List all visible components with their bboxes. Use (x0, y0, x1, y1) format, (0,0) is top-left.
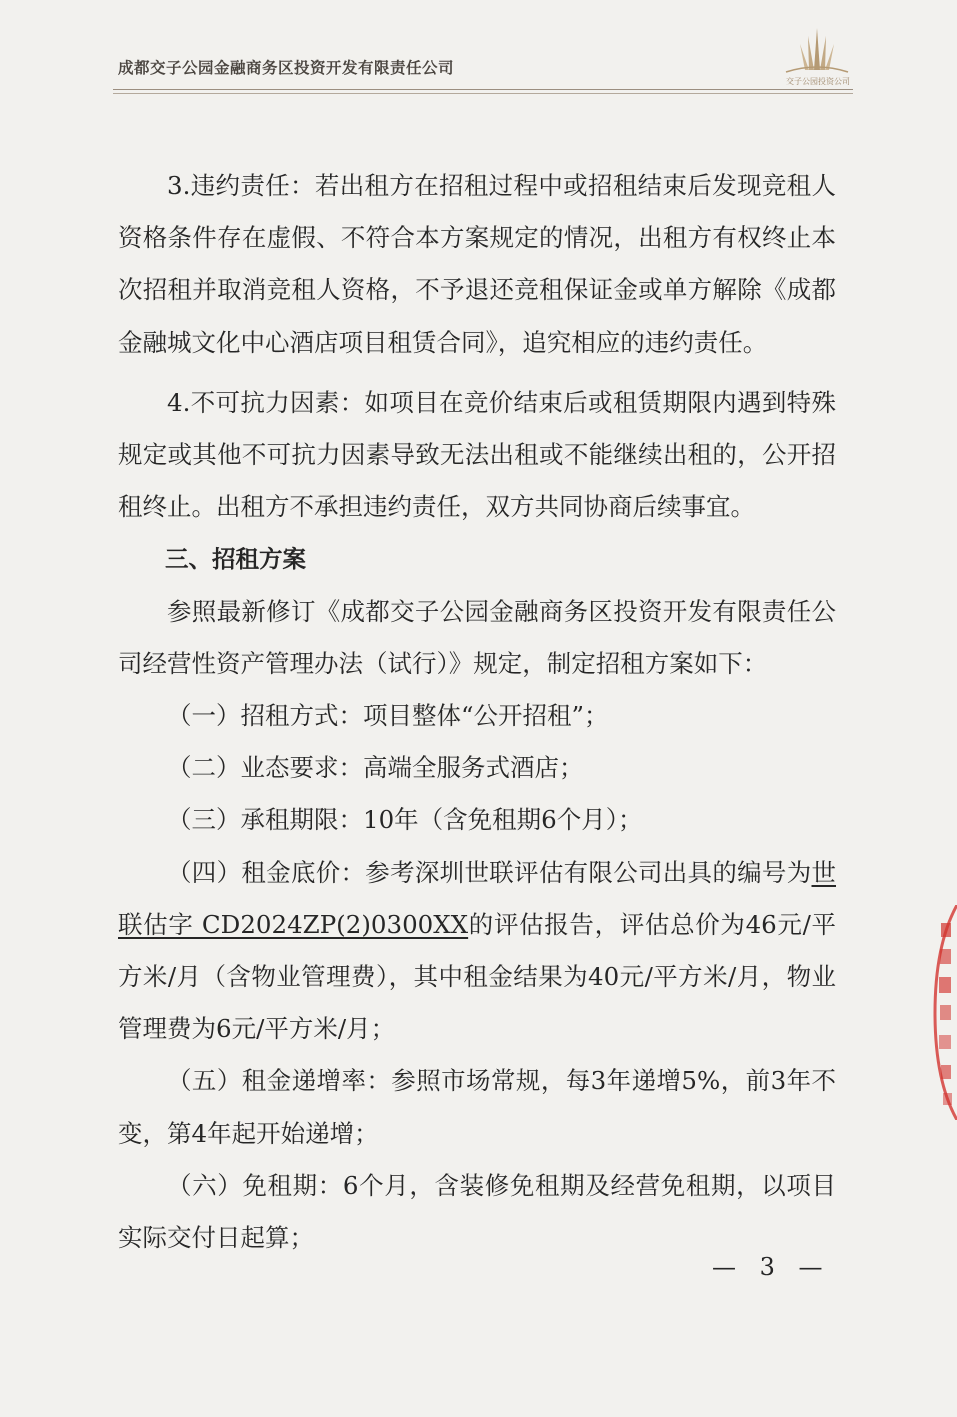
plan-item-rent-free-period: （六）免租期：6个月，含装修免租期及经营免租期，以项目实际交付日起算； (118, 1170, 836, 1253)
letterhead-company-name: 成都交子公园金融商务区投资开发有限责任公司 (118, 59, 455, 77)
paragraph-force-majeure: 4.不可抗力因素：如项目在竞价结束后或租赁期限内遇到特殊规定或其他不可抗力因素导致无法出租或不能继续出租的，公开招租终止。出租方不承担违约责任，双方共同协商后续事宜。 (118, 387, 836, 522)
document-body (118, 160, 836, 1264)
page-number: — 3 — (712, 1253, 831, 1281)
plan-item-method: （一）招租方式：项目整体“公开招租”； (167, 701, 609, 731)
paragraph-breach-liability: 3.违约责任：若出租方在招租过程中或招租结束后发现竞租人资格条件存在虚假、不符合本方案规定的情况，出租方有权终止本次招租并取消竞租人资格，不予退还竞租保证金或单方解除《成都金融城文化中心酒店项目租赁合同》，追究相应的违约责任。 (118, 171, 836, 357)
appraisal-report-number: 世联估字 CD2024ZP(2)0300XX (118, 857, 836, 939)
base-rent-detail: 的评估报告，评估总价为46元/平方米/月（含物业管理费），其中租金结果为40元/平方米/月，物业管理费为6元/平方米/月； (118, 909, 836, 1044)
seal-stamp-icon (931, 905, 957, 1120)
plan-item-lease-term: （三）承租期限：10年（含免租期6个月）； (167, 805, 643, 835)
letterhead-rule (113, 89, 853, 90)
letterhead-rule-thin (113, 93, 853, 94)
plan-item-rent-escalation: （五）租金递增率：参照市场常规，每3年递增5%，前3年不变，第4年起开始递增； (118, 1066, 836, 1148)
logo-caption: 交子公园投资公司 (786, 77, 850, 86)
plan-item-base-rent (118, 847, 836, 1056)
paragraph-plan-intro: 参照最新修订《成都交子公园金融商务区投资开发有限责任公司经营性资产管理办法（试行）》规定，制定招租方案如下： (118, 596, 836, 678)
section-heading: 三、招租方案 (165, 545, 306, 574)
plan-item-business-type: （二）业态要求：高端全服务式酒店； (167, 753, 584, 783)
base-rent-lead: （四）租金底价：参考深圳世联评估有限公司出具的编号为 (167, 857, 812, 887)
